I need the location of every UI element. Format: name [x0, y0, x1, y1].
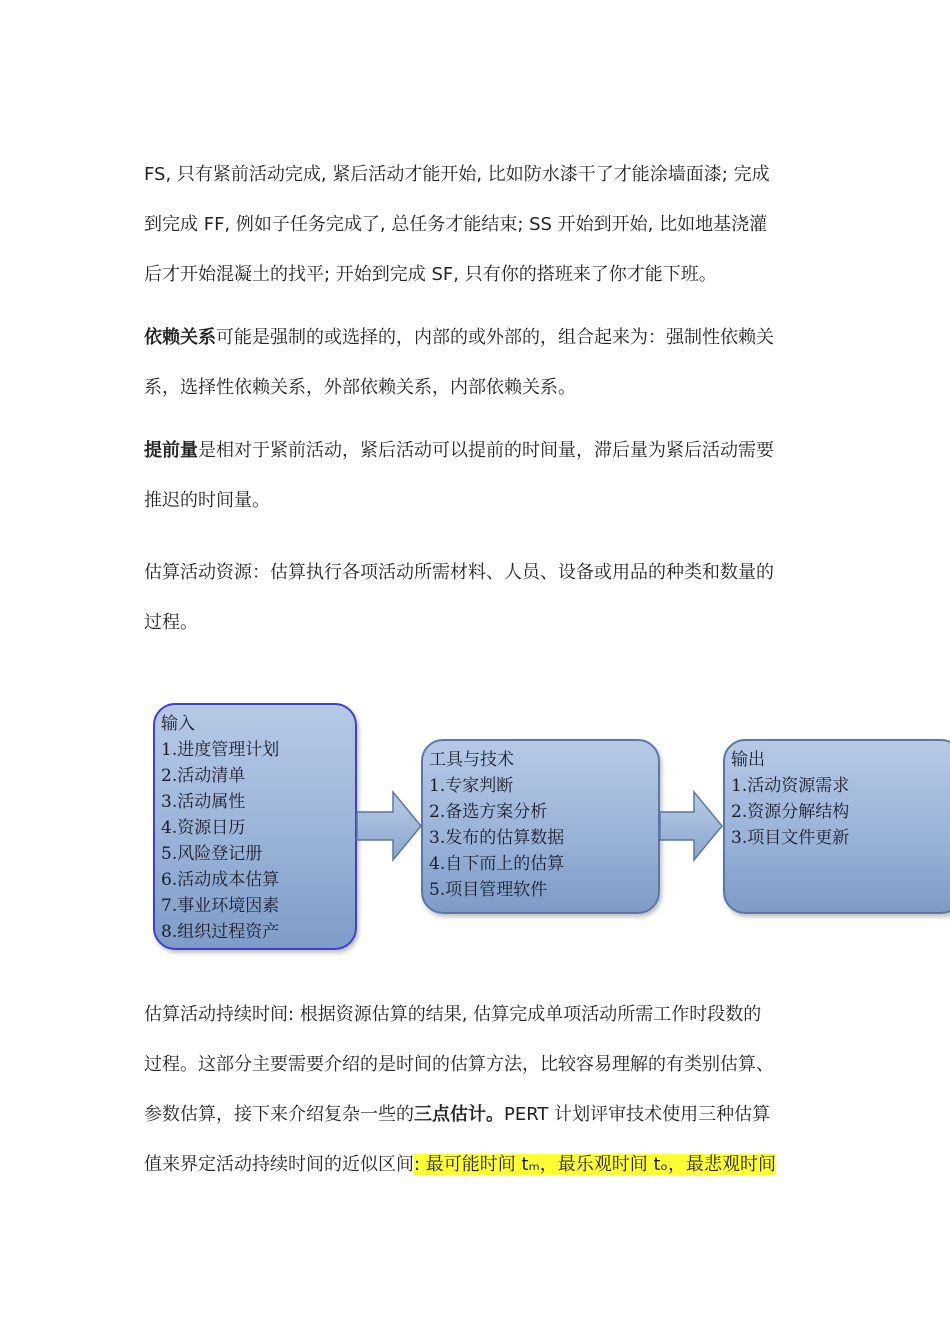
text-line	[144, 313, 814, 363]
text-line: 估算活动资源：估算执行各项活动所需材料、人员、设备或用品的种类和数量的	[144, 562, 774, 583]
highlighted-text: : 最可能时间 tₘ，最乐观时间 tₒ，最悲观时间	[414, 1154, 777, 1175]
text-line: 估算活动持续时间: 根据资源估算的结果, 估算完成单项活动所需工作时段数的	[144, 1004, 762, 1025]
text-run: 是相对于紧前活动，紧后活动可以提前的时间量，滞后量为紧后活动需要	[198, 440, 774, 461]
input-item: 8.组织过程资产	[161, 922, 280, 942]
text-line	[144, 1140, 814, 1190]
diagram-tools-box	[421, 739, 660, 914]
term-lead: 提前量	[144, 440, 198, 461]
output-item: 2.资源分解结构	[731, 802, 850, 822]
tools-title: 工具与技术	[429, 750, 514, 770]
text-run: 值来界定活动持续时间的近似区间	[144, 1154, 414, 1175]
input-item: 1.进度管理计划	[161, 740, 280, 760]
text-run: PERT 计划评审技术使用三种估算	[504, 1104, 771, 1125]
tools-item: 5.项目管理软件	[429, 880, 548, 900]
text-line: 过程。这部分主要需要介绍的是时间的估算方法，比较容易理解的有类别估算、	[144, 1054, 774, 1075]
input-item: 4.资源日历	[161, 818, 246, 838]
input-item: 7.事业环境因素	[161, 896, 280, 916]
paragraph-estimate-resources	[144, 548, 814, 648]
text-line: 推迟的时间量。	[144, 490, 270, 511]
text-line: 到完成 FF, 例如子任务完成了, 总任务才能结束; SS 开始到开始, 比如地基浇灌	[144, 214, 768, 235]
output-title: 输出	[731, 750, 765, 770]
text-line	[144, 1090, 814, 1140]
text-line: 后才开始混凝土的找平; 开始到完成 SF, 只有你的搭班来了你才能下班。	[144, 264, 717, 285]
tools-item: 3.发布的估算数据	[429, 828, 565, 848]
output-item: 3.项目文件更新	[731, 828, 850, 848]
text-run: 参数估算，接下来介绍复杂一些的	[144, 1104, 414, 1125]
text-line: 系，选择性依赖关系，外部依赖关系，内部依赖关系。	[144, 377, 576, 398]
diagram-input-box	[153, 703, 357, 950]
text-line: 过程。	[144, 612, 198, 633]
paragraph-dependency-types	[144, 150, 814, 300]
text-run: 可能是强制的或选择的，内部的或外部的，组合起来为：强制性依赖关	[216, 327, 774, 348]
paragraph-dependency-relations	[144, 313, 814, 413]
arrow-right-icon	[355, 790, 425, 862]
paragraph-lead-lag	[144, 426, 814, 526]
paragraph-estimate-duration	[144, 990, 814, 1190]
diagram-output-box	[723, 739, 950, 914]
input-title: 输入	[161, 714, 195, 734]
arrow-right-icon	[658, 790, 726, 862]
input-item: 3.活动属性	[161, 792, 246, 812]
input-item: 5.风险登记册	[161, 844, 263, 864]
tools-item: 1.专家判断	[429, 776, 514, 796]
input-item: 6.活动成本估算	[161, 870, 280, 890]
tools-item: 2.备选方案分析	[429, 802, 548, 822]
output-item: 1.活动资源需求	[731, 776, 850, 796]
text-line	[144, 426, 814, 476]
text-line: FS, 只有紧前活动完成, 紧后活动才能开始, 比如防水漆干了才能涂墙面漆; 完成	[144, 164, 770, 185]
tools-item: 4.自下而上的估算	[429, 854, 565, 874]
term-dependency: 依赖关系	[144, 327, 216, 348]
input-item: 2.活动清单	[161, 766, 246, 786]
term-three-point: 三点估计。	[414, 1104, 504, 1125]
